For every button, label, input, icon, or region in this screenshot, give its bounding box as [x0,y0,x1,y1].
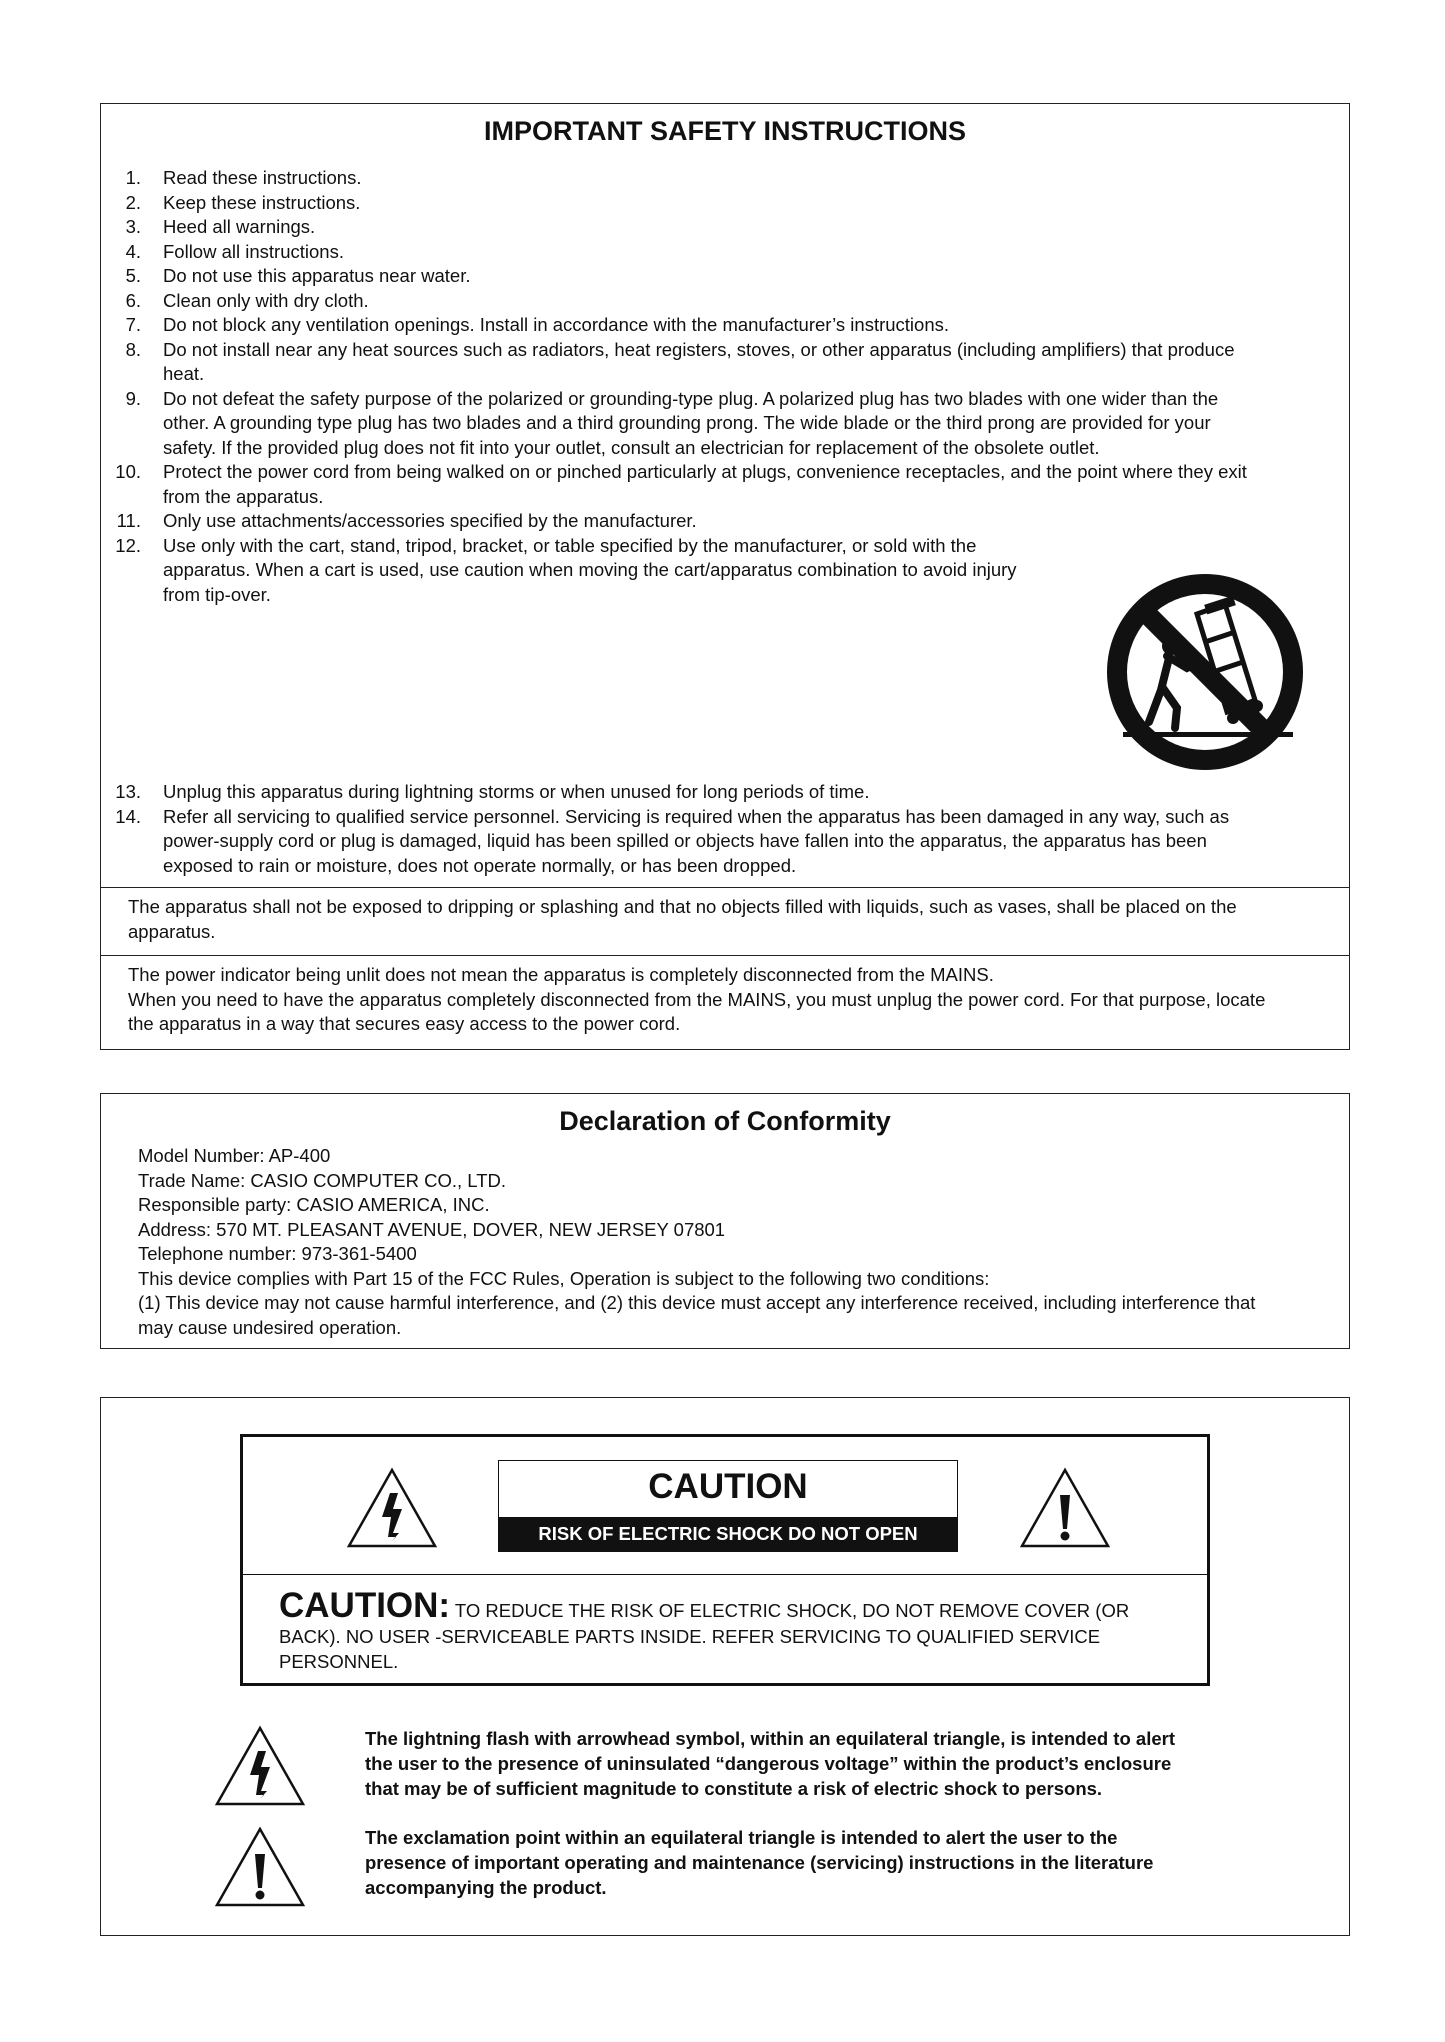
item-number: 14. [115,805,141,827]
caution-frame [240,1434,1210,1686]
item-number: 8. [125,338,141,360]
caution-band: RISK OF ELECTRIC SHOCK DO NOT OPEN [499,1517,957,1551]
item-text: apparatus. When a cart is used, use caution when moving the cart/apparatus combination to avoid injury [163,559,1017,580]
item-number: 10. [115,461,141,482]
item-number: 2. [125,191,141,213]
lightning-description-line: The lightning flash with arrowhead symbol, within an equilateral triangle, is intended to alert [365,1728,1175,1749]
exclamation-triangle-icon [1019,1467,1111,1549]
divider [243,1574,1207,1575]
declaration-line: may cause undesired operation. [138,1316,402,1338]
dripping-warning-line: apparatus. [128,920,216,942]
lightning-triangle-icon [346,1467,438,1549]
item-text: Use only with the cart, stand, tripod, bracket, or table specified by the manufacturer, or sold with the [163,534,977,556]
declaration-line: Model Number: AP-400 [138,1145,331,1166]
item-number: 4. [125,240,141,262]
item-text: Heed all warnings. [163,216,316,237]
item-number: 11. [116,510,141,531]
cart-tip-over-warning-icon [1105,572,1305,772]
item-text: heat. [163,363,205,384]
declaration-line: Trade Name: CASIO COMPUTER CO., LTD. [138,1169,507,1191]
item-number: 12. [115,534,141,556]
item-text: Follow all instructions. [163,240,344,262]
declaration-line: Responsible party: CASIO AMERICA, INC. [138,1194,490,1215]
declaration-line: This device complies with Part 15 of the FCC Rules, Operation is subject to the following two conditions: [138,1267,990,1289]
lightning-description-line: that may be of sufficient magnitude to constitute a risk of electric shock to persons. [365,1778,1103,1799]
item-text: Do not use this apparatus near water. [163,265,471,286]
item-text: exposed to rain or moisture, does not operate normally, or has been dropped. [163,854,797,876]
item-text: Protect the power cord from being walked on or pinched particularly at plugs, convenience receptacles, and the point where they exit [163,461,1247,482]
power-notice-line: the apparatus in a way that secures easy access to the power cord. [128,1013,681,1034]
exclamation-description-line: presence of important operating and maintenance (servicing) instructions in the literature [365,1852,1154,1873]
declaration-line: (1) This device may not cause harmful interference, and (2) this device must accept any interference received, including interference that [138,1292,1256,1313]
item-text: Do not defeat the safety purpose of the polarized or grounding-type plug. A polarized plug has two blades with one wider than the [163,387,1219,409]
divider [101,887,1349,888]
exclamation-description-line: The exclamation point within an equilateral triangle is intended to alert the user to the [365,1827,1118,1848]
item-text: power-supply cord or plug is damaged, liquid has been spilled or objects have fallen into the apparatus, the apparatus has been [163,830,1207,851]
safety-title: IMPORTANT SAFETY INSTRUCTIONS [483,116,966,146]
lightning-triangle-icon [214,1725,306,1807]
item-text: safety. If the provided plug does not fit into your outlet, consult an electrician for replacement of the obsolete outlet. [163,436,1100,458]
item-text: Keep these instructions. [163,191,361,213]
item-text: from the apparatus. [163,485,324,507]
declaration-line: Telephone number: 973-361-5400 [138,1243,417,1264]
caution-text-line: BACK). NO USER -SERVICEABLE PARTS INSIDE. REFER SERVICING TO QUALIFIED SERVICE [279,1626,1101,1647]
caution-box [100,1397,1350,1936]
declaration-box [100,1093,1350,1349]
caution-heading: CAUTION [648,1467,808,1506]
exclamation-triangle-icon [214,1826,306,1908]
item-text: other. A grounding type plug has two blades and a third grounding prong. The wide blade or the third prong are provided for your [163,412,1211,433]
item-number: 9. [125,387,141,409]
item-text: Unplug this apparatus during lightning storms or when unused for long periods of time. [163,781,870,802]
item-number: 7. [125,314,141,335]
item-text: Clean only with dry cloth. [163,289,369,311]
lightning-description-line: the user to the presence of uninsulated “dangerous voltage” within the product’s enclosure [365,1753,1172,1774]
caution-text: TO REDUCE THE RISK OF ELECTRIC SHOCK, DO NOT REMOVE COVER (OR [450,1600,1130,1621]
item-text: Refer all servicing to qualified service personnel. Servicing is required when the apparatus has been damaged in any way, such as [163,805,1230,827]
item-number: 5. [125,265,141,286]
item-number: 3. [125,216,141,237]
power-notice-line: When you need to have the apparatus completely disconnected from the MAINS, you must unplug the power cord. For that purpose, locate [128,988,1266,1010]
exclamation-description-line: accompanying the product. [365,1877,607,1898]
item-number: 13. [115,781,141,802]
divider [101,955,1349,956]
item-text: Do not block any ventilation openings. Install in accordance with the manufacturer’s instructions. [163,314,949,335]
dripping-warning-line: The apparatus shall not be exposed to dripping or splashing and that no objects filled with liquids, such as vases, shall be placed on the [128,896,1237,917]
caution-lead: CAUTION: [279,1586,451,1625]
declaration-title: Declaration of Conformity [559,1106,891,1136]
caution-text-line: PERSONNEL. [279,1650,399,1672]
item-number: 6. [125,289,141,311]
item-text: Do not install near any heat sources such as radiators, heat registers, stoves, or other apparatus (including amplifiers) that produce [163,338,1235,360]
power-notice-line: The power indicator being unlit does not mean the apparatus is completely disconnected from the MAINS. [128,964,994,985]
item-text: from tip-over. [163,583,271,605]
item-text: Read these instructions. [163,167,362,188]
item-text: Only use attachments/accessories specified by the manufacturer. [163,510,697,531]
caution-text-line [279,1587,1129,1629]
safety-instructions-box [100,103,1350,1050]
item-number: 1. [125,167,141,188]
caution-label [498,1460,958,1552]
declaration-line: Address: 570 MT. PLEASANT AVENUE, DOVER, NEW JERSEY 07801 [138,1218,726,1240]
